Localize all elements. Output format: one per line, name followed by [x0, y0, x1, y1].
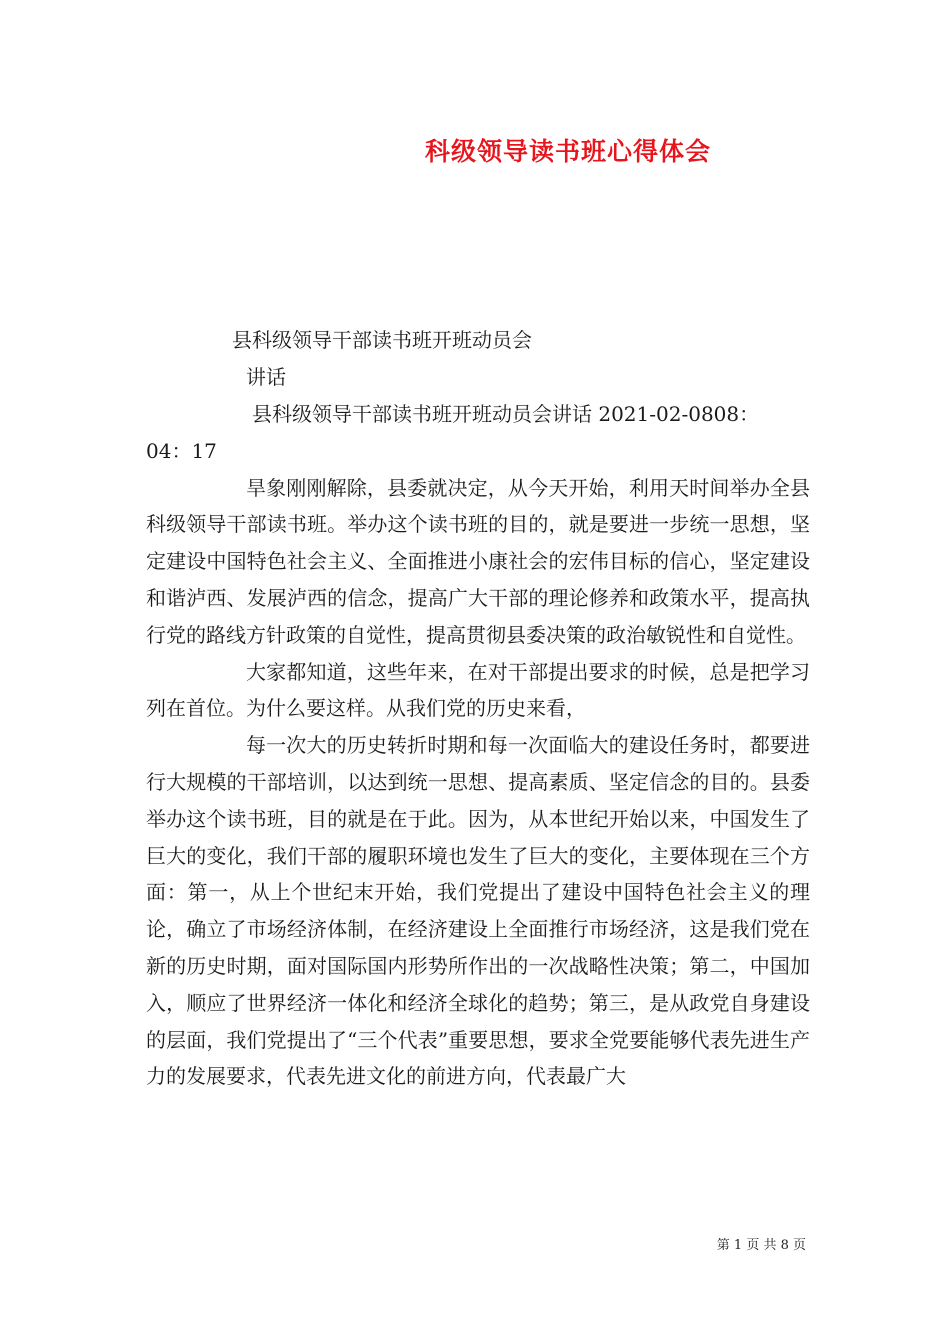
document-body	[146, 396, 810, 1095]
meta-line-1: 县科级领导干部读书班开班动员会讲话 2021-02-0808：	[252, 402, 760, 426]
paragraph-2: 大家都知道，这些年来，在对干部提出要求的时候，总是把学习列在首位。为什么要这样。从我们党的历史来看，	[146, 659, 810, 721]
meta-line	[146, 396, 810, 470]
speech-heading-line1: 县科级领导干部读书班开班动员会	[232, 328, 532, 352]
page-number: 第 1 页 共 8 页	[716, 1238, 806, 1253]
meta-line-2: 04：17	[146, 438, 217, 463]
paragraph-3: 每一次大的历史转折时期和每一次面临大的建设任务时，都要进行大规模的干部培训，以达到统一思想、提高素质、坚定信念的目的。县委举办这个读书班，目的就是在于此。因为，从本世纪开始以来，中国发生了巨大的变化，我们干部的履职环境也发生了巨大的变化，主要体现在三个方面：第一，从上个世纪末开始，我们党提出了建设中国特色社会主义的理论，确立了市场经济体制，在经济建设上全面推行市场经济，这是我们党在新的历史时期，面对国际国内形势所作出的一次战略性决策；第二，中国加入，顺应了世界经济一体化和经济全球化的趋势；第三，是从政党自身建设的层面，我们党提出了“三个代表”重要思想，要求全党要能够代表先进生产力的发展要求，代表先进文化的前进方向，代表最广大	[146, 733, 810, 1089]
paragraph-1: 旱象刚刚解除，县委就决定，从今天开始，利用天时间举办全县科级领导干部读书班。举办这个读书班的目的，就是要进一步统一思想，坚定建设中国特色社会主义、全面推进小康社会的宏伟目标的信心，坚定建设和谐泸西、发展泸西的信念，提高广大干部的理论修养和政策水平，提高执行党的路线方针政策的自觉性，提高贯彻县委决策的政治敏锐性和自觉性。	[146, 475, 810, 647]
speech-heading-line2: 讲话	[246, 365, 286, 389]
document-title: 科级领导读书班心得体会	[424, 137, 711, 166]
